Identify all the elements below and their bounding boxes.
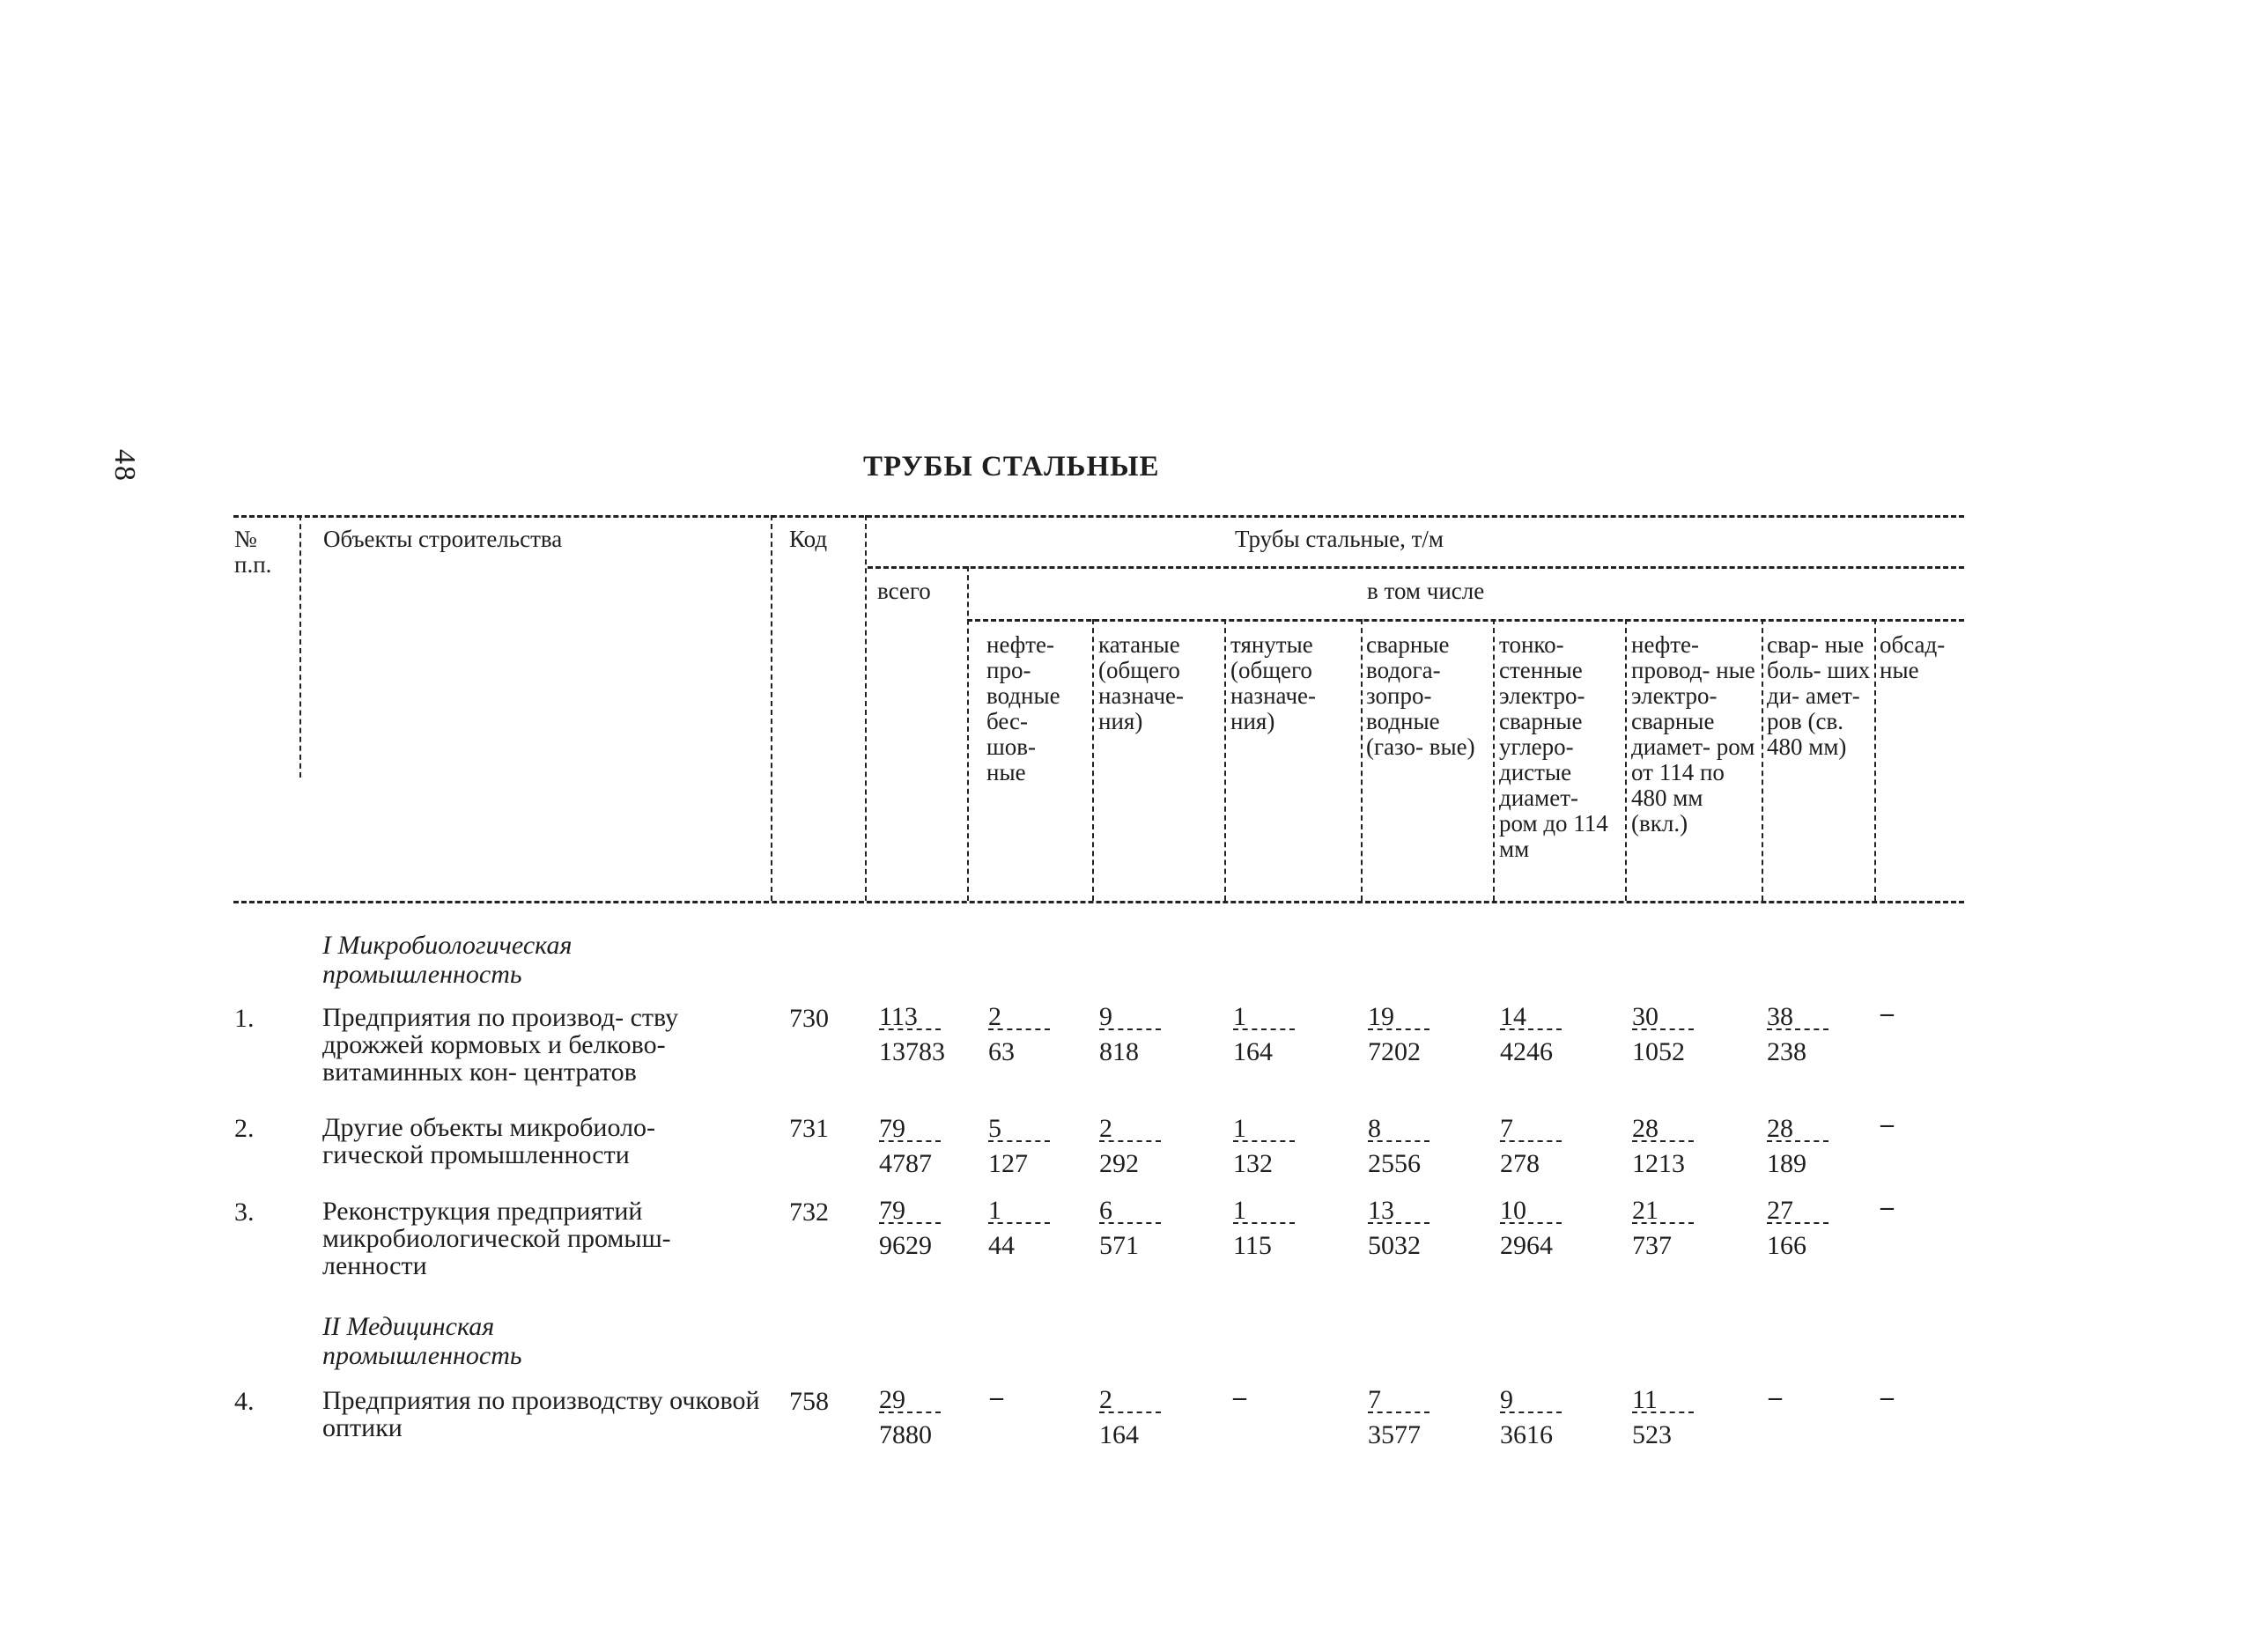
cell-thin-wall: 9 3616: [1500, 1385, 1553, 1449]
cell-large-diameter: 28 189: [1767, 1114, 1806, 1178]
cell-large-diameter: –: [1769, 1382, 1782, 1412]
col-divider-1: [1092, 619, 1094, 901]
header-rule-including: [967, 619, 1964, 622]
cell-seamless: 5 127: [988, 1114, 1028, 1178]
header-rule-total: [868, 566, 1964, 569]
header-sub-3: тянутые (общего назначе- ния): [1230, 631, 1317, 734]
cell-large-diameter: 27 166: [1767, 1196, 1806, 1260]
cell-drawn: –: [1233, 1382, 1246, 1412]
cell-large-diameter: 38 238: [1767, 1002, 1806, 1066]
cell-drawn: 1 164: [1233, 1002, 1273, 1066]
header-pipes: Трубы стальные, т/м: [1235, 526, 1444, 552]
cell-oil-welded: 11 523: [1632, 1385, 1672, 1449]
col-divider-total: [967, 566, 969, 901]
section-title: I Микробиологическая промышленность: [322, 931, 573, 989]
row-name: Реконструкция предприятий микробиологической промыш- ленности: [322, 1197, 671, 1280]
cell-oil-welded: 21 737: [1632, 1196, 1672, 1260]
cell-casing: –: [1880, 999, 1894, 1028]
cell-rolled: 2 164: [1099, 1385, 1139, 1449]
cell-casing: –: [1880, 1192, 1894, 1221]
section-title: II Медицинская промышленность: [322, 1312, 522, 1370]
cell-seamless: 1 44: [988, 1196, 1015, 1260]
cell-water-gas: 8 2556: [1368, 1114, 1421, 1178]
cell-thin-wall: 14 4246: [1500, 1002, 1553, 1066]
header-code: Код: [789, 526, 828, 552]
cell-casing: –: [1880, 1109, 1894, 1139]
row-name: Предприятия по производ- ству дрожжей кормовых и белково-витаминных кон- центратов: [322, 1003, 679, 1087]
page-title: ТРУБЫ СТАЛЬНЫЕ: [863, 451, 1160, 483]
cell-oil-welded: 28 1213: [1632, 1114, 1685, 1178]
col-divider-num: [299, 515, 301, 778]
header-including: в том числе: [1367, 578, 1485, 604]
cell-total: 113 13783: [879, 1002, 945, 1066]
header-sub-8: обсад- ные: [1880, 631, 1946, 683]
col-divider-4: [1493, 619, 1495, 901]
cell-oil-welded: 30 1052: [1632, 1002, 1685, 1066]
cell-total: 29 7880: [879, 1385, 932, 1449]
header-total: всего: [877, 578, 931, 604]
cell-thin-wall: 10 2964: [1500, 1196, 1553, 1260]
col-divider-6: [1762, 619, 1763, 901]
header-top-rule: [233, 515, 1964, 518]
cell-rolled: 2 292: [1099, 1114, 1139, 1178]
row-code: 758: [789, 1387, 829, 1416]
cell-seamless: –: [990, 1382, 1003, 1412]
header-sub-4: сварные водога- зопро- водные (газо- вые): [1366, 631, 1475, 760]
cell-drawn: 1 132: [1233, 1114, 1273, 1178]
cell-water-gas: 13 5032: [1368, 1196, 1421, 1260]
row-name: Предприятия по производству очковой оптики: [322, 1386, 760, 1442]
cell-casing: –: [1880, 1382, 1894, 1412]
row-number: 2.: [234, 1114, 255, 1143]
row-name: Другие объекты микробиоло- гической промышленности: [322, 1113, 656, 1169]
header-num: № п.п.: [234, 526, 272, 578]
cell-water-gas: 19 7202: [1368, 1002, 1421, 1066]
cell-rolled: 6 571: [1099, 1196, 1139, 1260]
cell-rolled: 9 818: [1099, 1002, 1139, 1066]
row-code: 732: [789, 1198, 829, 1227]
row-number: 4.: [234, 1387, 255, 1416]
col-divider-objects: [771, 515, 772, 901]
header-sub-1: нефте- про- водные бес- шов- ные: [986, 631, 1060, 785]
col-divider-3: [1361, 619, 1363, 901]
col-divider-code: [865, 515, 867, 901]
cell-thin-wall: 7 278: [1500, 1114, 1540, 1178]
header-sub-5: тонко- стенные электро- сварные углеро- дистые диамет- ром до 114 мм: [1499, 631, 1608, 862]
cell-total: 79 4787: [879, 1114, 932, 1178]
cell-seamless: 2 63: [988, 1002, 1015, 1066]
cell-water-gas: 7 3577: [1368, 1385, 1421, 1449]
header-objects: Объекты строительства: [323, 526, 563, 552]
header-bottom-rule: [233, 901, 1964, 903]
col-divider-2: [1224, 619, 1226, 901]
header-sub-6: нефте- провод- ные электро- сварные диамет- ром от 114 по 480 мм (вкл.): [1631, 631, 1755, 837]
cell-drawn: 1 115: [1233, 1196, 1272, 1260]
cell-total: 79 9629: [879, 1196, 932, 1260]
row-number: 1.: [234, 1004, 255, 1033]
header-sub-2: катаные (общего назначе- ния): [1098, 631, 1185, 734]
row-number: 3.: [234, 1198, 255, 1227]
page-number: 48: [108, 449, 141, 483]
row-code: 730: [789, 1004, 829, 1033]
col-divider-5: [1625, 619, 1627, 901]
col-divider-7: [1874, 619, 1876, 901]
row-code: 731: [789, 1114, 829, 1143]
header-sub-7: свар- ные боль- ших ди- амет- ров (св. 480 мм): [1767, 631, 1871, 760]
